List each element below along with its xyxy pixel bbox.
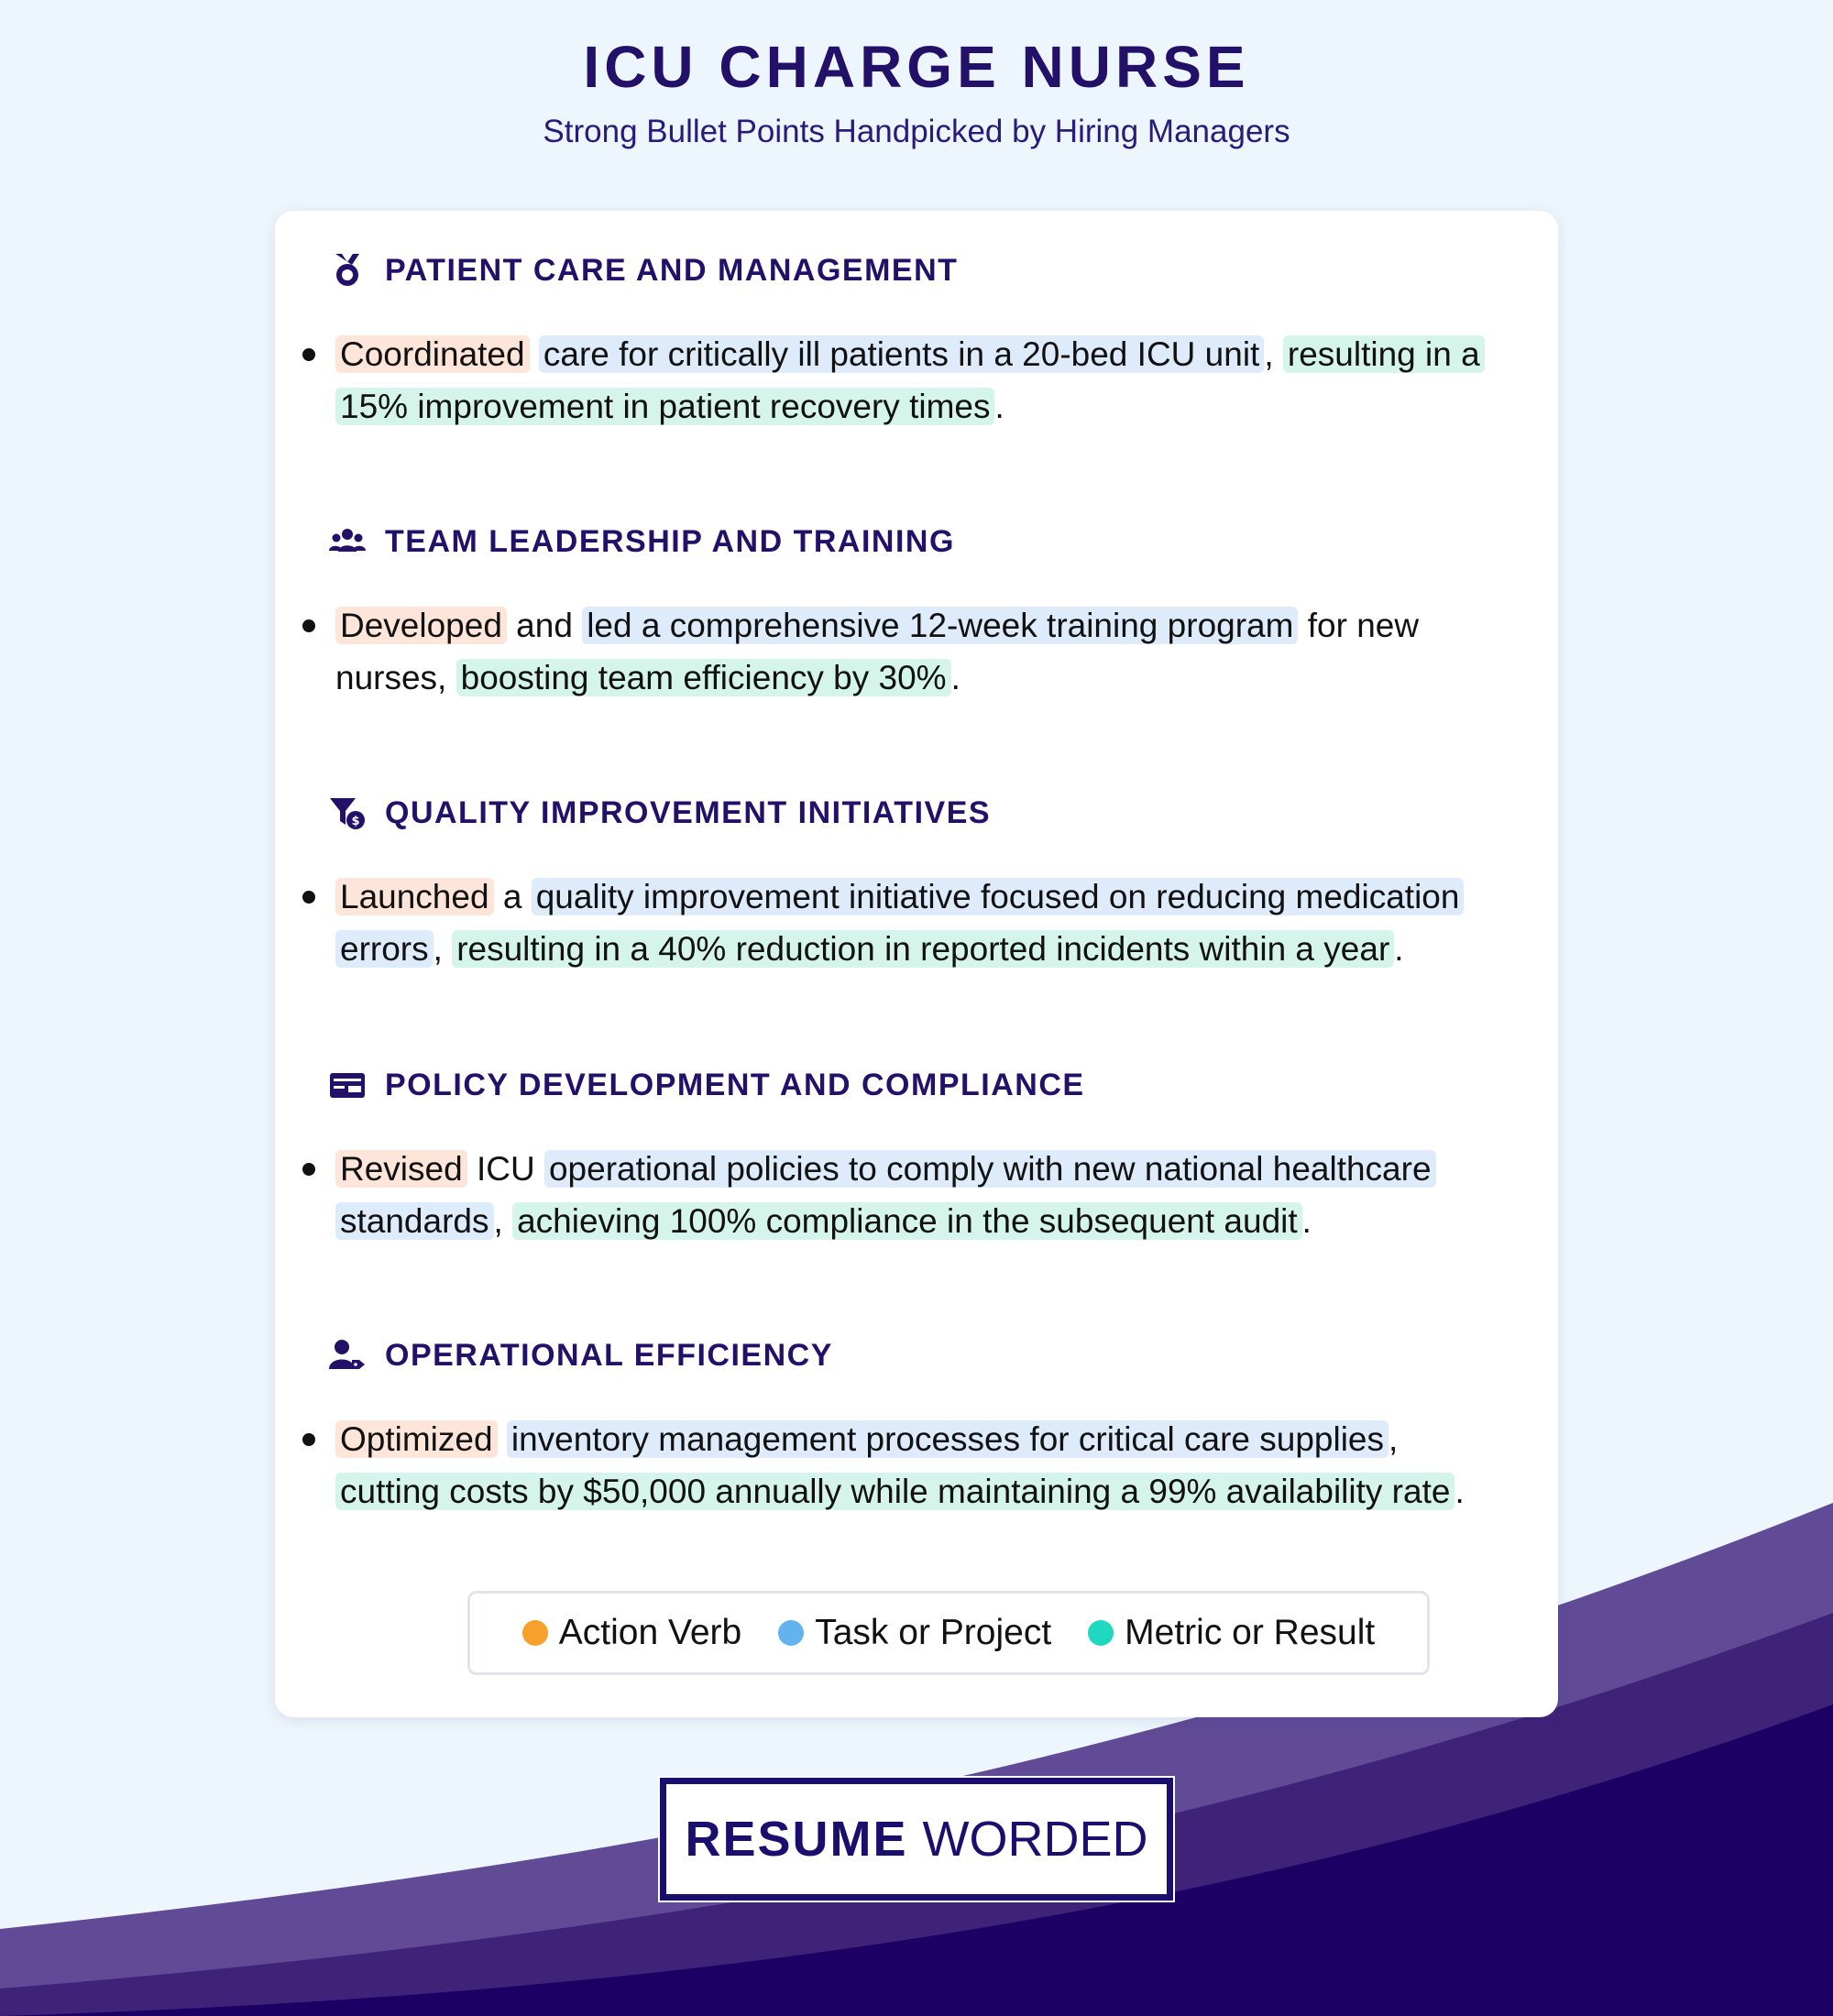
section-title: POLICY DEVELOPMENT AND COMPLIANCE [385,1067,1085,1102]
bullet-text: , [493,1202,513,1240]
highlight-metric: resulting in a [1283,335,1485,373]
legend-dot-action [522,1620,548,1646]
bullet-line [335,380,1004,433]
bullet-points-card [275,211,1558,1717]
page-subtitle: Strong Bullet Points Handpicked by Hiring Managers [543,114,1290,149]
section-header [328,1332,833,1378]
legend-label-action: Action Verb [558,1613,742,1652]
bullet-line [335,328,1485,380]
legend-item-action [522,1613,741,1653]
bullet-dot [302,891,315,904]
user-tag-icon [328,1336,367,1375]
highlight-task: care for critically ill patients in a 20-bed ICU unit [539,335,1264,373]
highlight-metric: resulting in a 40% reduction in reported incidents within a year [452,930,1394,968]
highlight-task: errors [335,930,434,968]
bullet-line [335,871,1464,923]
section-title: OPERATIONAL EFFICIENCY [385,1337,833,1373]
medal-icon [328,251,367,290]
bullet-line [335,652,960,704]
legend-label-task: Task or Project [815,1613,1052,1652]
bullet-text [498,1420,507,1458]
svg-text:$: $ [351,815,360,828]
legend-item-metric [1088,1613,1375,1653]
bullet-text: . [950,659,960,696]
section-header [328,1062,1085,1108]
id-card-icon [328,1066,367,1104]
team-icon [328,522,367,561]
highlight-task: operational policies to comply with new national healthcare [544,1150,1436,1188]
bullet-line [335,599,1419,652]
highlight-metric: cutting costs by $50,000 annually while maintaining a 99% availability rate [335,1473,1454,1510]
section-title: TEAM LEADERSHIP AND TRAINING [385,523,955,559]
bullet-text: , [1264,335,1283,373]
bullet-dot [302,348,315,361]
bullet-line [335,1413,1398,1465]
bullet-line [335,1195,1312,1247]
section-title: PATIENT CARE AND MANAGEMENT [385,252,959,288]
bullet-text: for new [1298,607,1420,644]
section-header [328,519,955,564]
legend-dot-task [778,1620,804,1646]
bullet-text: . [994,388,1004,425]
bullet-text: . [1454,1473,1465,1510]
resume-worded-logo[interactable] [660,1778,1173,1901]
highlight-action: Developed [335,607,507,644]
bullet-line [335,923,1404,975]
logo-text-bold: RESUME [685,1812,908,1867]
highlight-task: inventory management processes for critical care supplies [507,1420,1388,1458]
highlight-action: Optimized [335,1420,498,1458]
highlight-metric: achieving 100% compliance in the subsequent audit [512,1202,1302,1240]
bullet-text: . [1301,1202,1312,1240]
bullet-text: , [433,930,453,968]
bullet-text: and [506,607,583,644]
bullet-dot [302,1433,315,1446]
highlight-action: Coordinated [335,335,530,373]
legend-label-metric: Metric or Result [1125,1613,1376,1652]
funnel-dollar-icon [328,794,367,832]
bullet-text: a [493,878,532,915]
bullet-line [335,1465,1465,1517]
bullet-dot [302,619,315,632]
highlight-task: quality improvement initiative focused on reducing medication [532,878,1465,915]
bullet-text: . [1394,930,1404,968]
section-header [328,790,991,836]
highlight-action: Revised [335,1150,467,1188]
bullet-line [335,1143,1436,1195]
legend-dot-metric [1088,1620,1114,1646]
bullet-text: , [1388,1420,1399,1458]
section-title: QUALITY IMPROVEMENT INITIATIVES [385,794,992,830]
highlight-metric: boosting team efficiency by 30% [456,659,951,696]
page-title: ICU CHARGE NURSE [583,34,1250,100]
bullet-text: ICU [466,1150,544,1188]
bullet-text: nurses, [335,659,456,696]
logo-text-thin: WORDED [922,1812,1148,1867]
highlight-task: standards [335,1202,494,1240]
highlight-action: Launched [335,878,494,915]
section-header [328,247,958,293]
legend-item-task [778,1613,1051,1653]
highlight-task: led a comprehensive 12-week training program [582,607,1298,644]
highlight-metric: 15% improvement in patient recovery times [335,388,994,425]
bullet-text [530,335,539,373]
highlight-legend [467,1591,1430,1675]
bullet-dot [302,1163,315,1176]
